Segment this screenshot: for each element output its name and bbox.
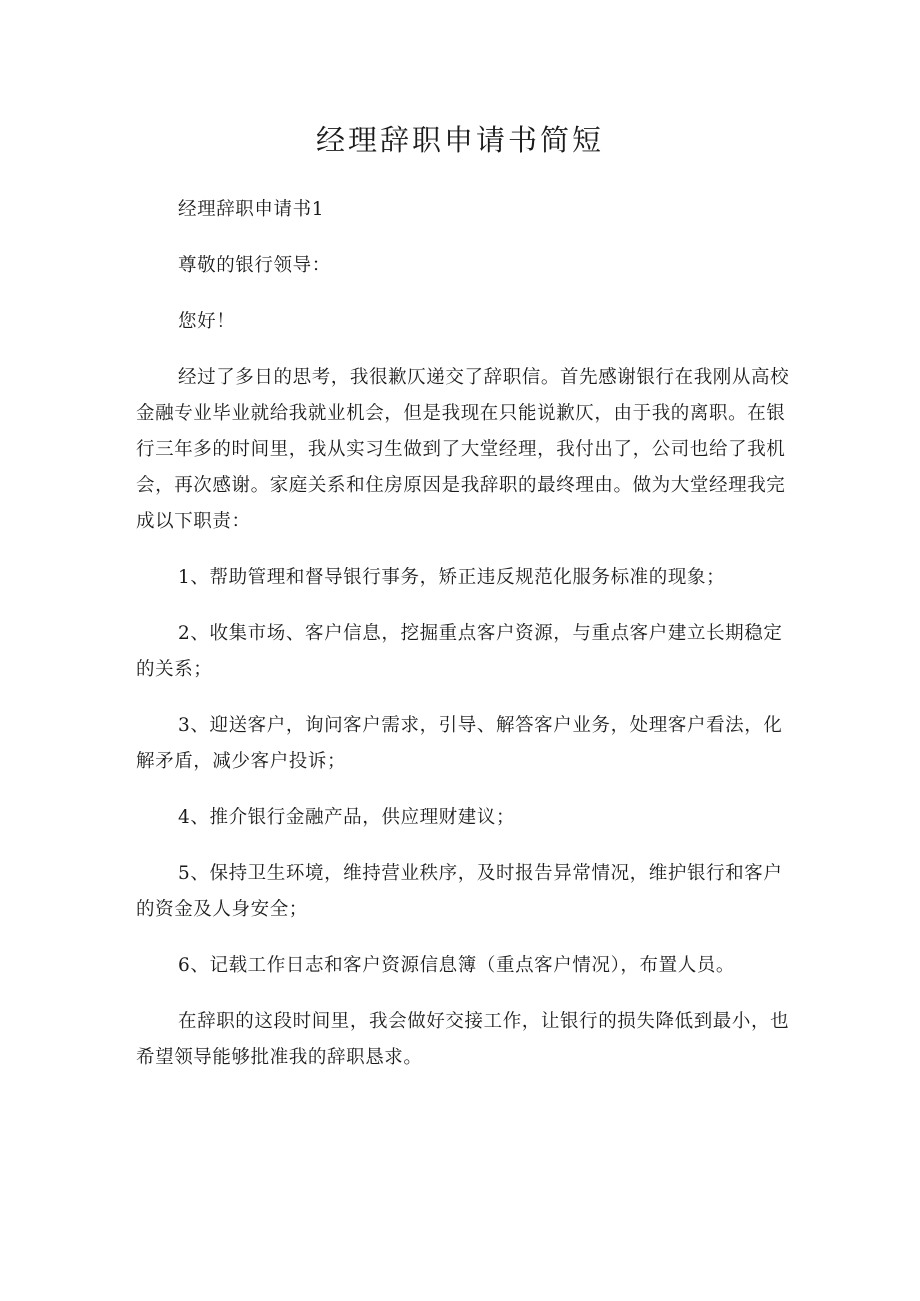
- duty-item-4: 4、推介银行金融产品，供应理财建议；: [178, 807, 516, 828]
- closing-paragraph: 在辞职的这段时间里，我会做好交接工作，让银行的损失降低到最小，也希望领导能够批准我的辞职恳求。: [136, 1011, 790, 1068]
- duty-item-3: 3、迎送客户，询问客户需求，引导、解答客户业务，处理客户看法，化解矛盾，减少客户投诉；: [136, 715, 783, 772]
- duty-item-5: 5、保持卫生环境，维持营业秩序，及时报告异常情况，维护银行和客户的资金及人身安全；: [136, 863, 783, 920]
- duty-item-2: 2、收集市场、客户信息，挖掘重点客户资源，与重点客户建立长期稳定的关系；: [136, 623, 783, 680]
- salutation: 尊敬的银行领导：: [178, 255, 331, 276]
- document-body: [136, 192, 792, 1076]
- document-title: 经理辞职申请书简短: [315, 123, 604, 157]
- duty-item-6: 6、记载工作日志和客户资源信息簿（重点客户情况），布置人员。: [178, 955, 736, 976]
- intro-paragraph: 经过了多日的思考，我很歉仄递交了辞职信。首先感谢银行在我刚从高校金融专业毕业就给我就业机会，但是我现在只能说歉仄，由于我的离职。在银行三年多的时间里，我从实习生做到了大堂经理，我付出了，公司也给了我机会，再次感谢。家庭关系和住房原因是我辞职的最终理由。做为大堂经理我完成以下职责：: [136, 367, 790, 532]
- duty-item-1: 1、帮助管理和督导银行事务，矫正违反规范化服务标准的现象；: [178, 567, 726, 588]
- greeting: 您好！: [178, 311, 236, 332]
- section-heading: 经理辞职申请书1: [178, 199, 325, 220]
